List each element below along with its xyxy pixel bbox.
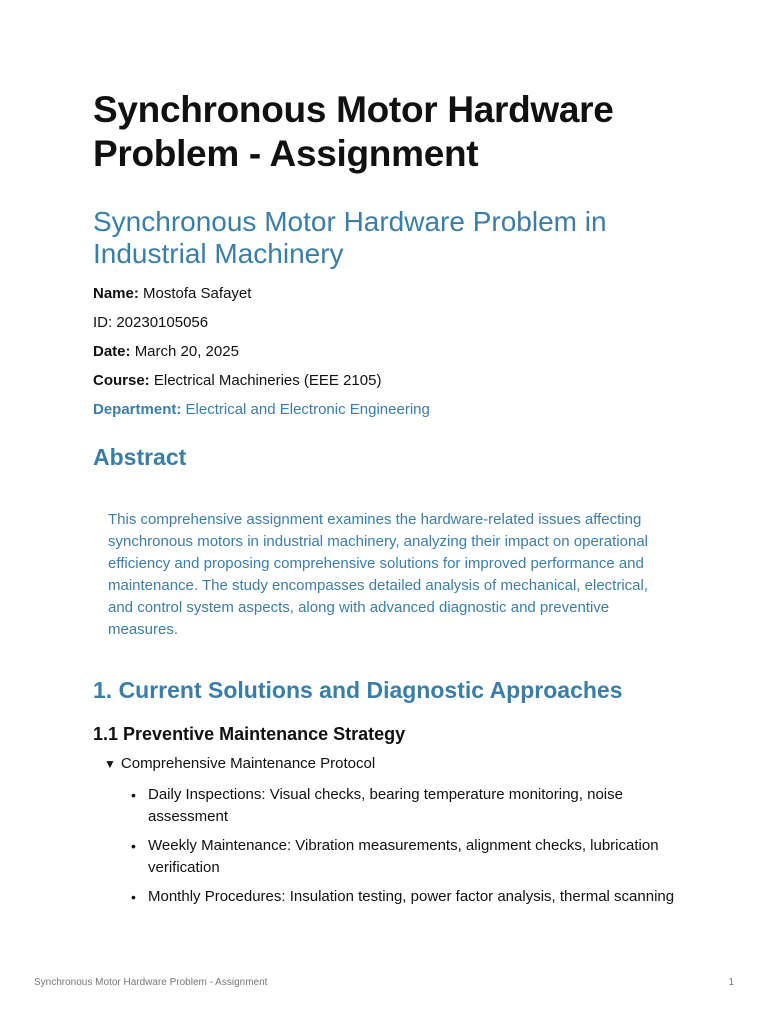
meta-id-text: ID: 20230105056 [93,314,209,331]
meta-name-value: Mostofa Safayet [143,285,252,302]
triangle-down-icon: ▼ [104,757,116,771]
list-item [131,886,683,908]
meta-department-value: Electrical and Electronic Engineering [185,401,430,418]
footer-document-title: Synchronous Motor Hardware Problem - Assignment [34,977,268,988]
bullet-icon: • [131,889,136,905]
meta-id [93,313,683,333]
document-page [93,88,683,915]
meta-course [93,371,683,391]
list-item-text: Weekly Maintenance: Vibration measurements, alignment checks, lubrication verification [148,837,659,876]
section-1-1-heading: 1.1 Preventive Maintenance Strategy [93,724,406,744]
list-item-text: Daily Inspections: Visual checks, bearing temperature monitoring, noise assessment [148,786,623,825]
section-1-heading: 1. Current Solutions and Diagnostic Approaches [93,677,623,703]
document-title: Synchronous Motor Hardware Problem - Assignment [93,89,614,174]
meta-date-value: March 20, 2025 [134,343,239,360]
meta-name-label: Name: [93,285,139,302]
meta-course-label: Course: [93,372,150,389]
bullet-icon: • [131,838,136,854]
meta-department-label: Department: [93,401,182,418]
meta-date-label: Date: [93,343,131,360]
meta-name [93,284,683,304]
document-subtitle: Synchronous Motor Hardware Problem in Industrial Machinery [93,206,607,269]
list-item [131,784,683,828]
meta-date [93,342,683,362]
footer-page-number: 1 [728,977,734,988]
meta-course-value: Electrical Machineries (EEE 2105) [153,372,382,389]
list-item [131,835,683,879]
meta-department [93,400,683,420]
list-item-text: Monthly Procedures: Insulation testing, power factor analysis, thermal scanning [148,888,675,905]
toggle-label: Comprehensive Maintenance Protocol [120,755,376,772]
maintenance-protocol-toggle[interactable] [104,754,683,774]
abstract-text: This comprehensive assignment examines the hardware-related issues affecting synchronous motors in industrial machinery, analyzing their impact on operational efficiency and proposing comprehensive solutions for improved performance and maintenance. The study encompasses detailed analysis of mechanical, electrical, and control system aspects, along with advanced diagnostic and preventive measures. [108,511,649,638]
bullet-icon: • [131,787,136,803]
maintenance-list [93,784,683,908]
abstract-heading: Abstract [93,444,187,470]
